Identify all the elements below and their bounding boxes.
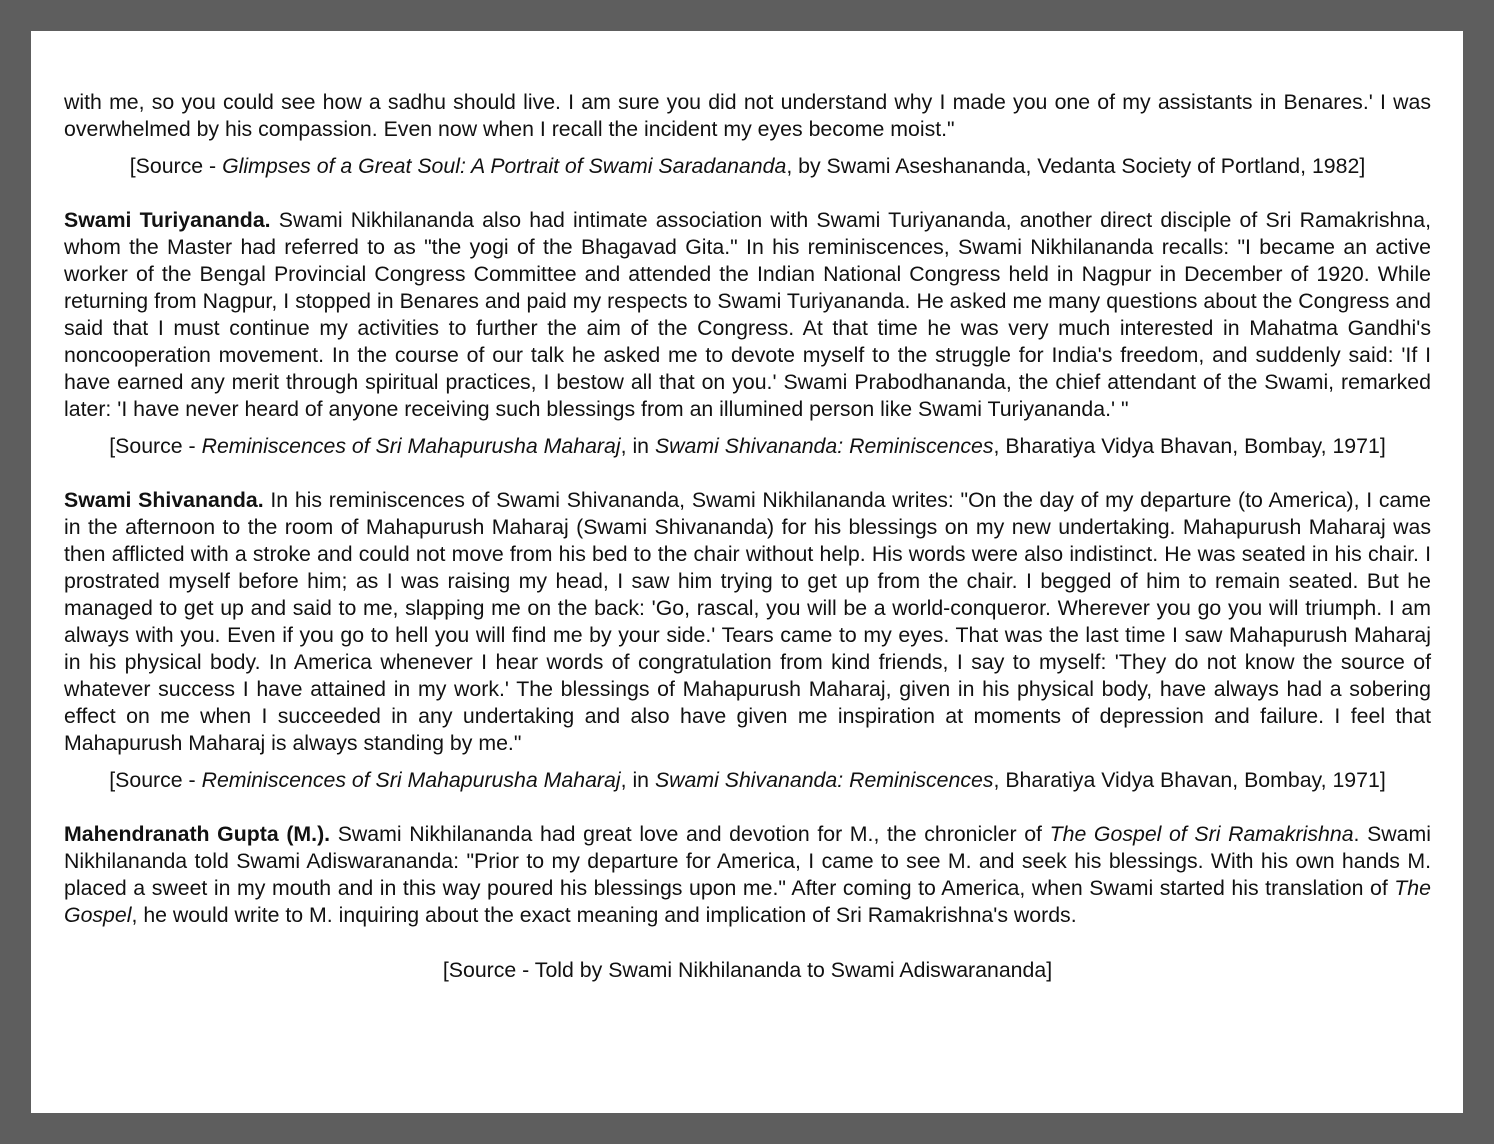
source-middle: , in (620, 434, 655, 458)
source-citation-shivananda-2 (64, 767, 1431, 794)
source-title-2: Swami Shivananda: Reminiscences (654, 768, 994, 792)
source-suffix: , by Swami Aseshananda, Vedanta Society of Portland, 1982] (786, 154, 1366, 178)
gupta-book-title: The Gospel of Sri Ramakrishna (1049, 822, 1354, 846)
shivananda-paragraph (64, 487, 1431, 757)
turiyananda-text: Swami Nikhilananda also had intimate association with Swami Turiyananda, another direct disciple of Sri Ramakrishna, whom the Master had referred to as "the yogi of the Bhagavad Gita." In his reminiscences, Swami Nikhilananda recalls: "I became an active worker of the Bengal Provincial Congress Committee and attended the Indian National Congress held in Nagpur in December of 1920. While returning from Nagpur, I stopped in Benares and paid my respects to Swami Turiyananda. He asked me many questions about the Congress and said that I must continue my activities to further the aim of the Congress. At that time he was very much interested in Mahatma Gandhi's noncooperation movement. In the course of our talk he asked me to devote myself to the struggle for India's freedom, and suddenly said: 'If I have earned any merit through spiritual practices, I bestow all that on you.' Swami Prabodhananda, the chief attendant of the Swami, remarked later: 'I have never heard of anyone receiving such blessings from an illumined person like Swami Turiyananda.' " (64, 208, 1431, 421)
shivananda-heading: Swami Shivananda. (64, 488, 264, 512)
source-citation-adiswarananda (64, 957, 1431, 984)
source-suffix: , Bharatiya Vidya Bhavan, Bombay, 1971] (993, 768, 1386, 792)
turiyananda-heading: Swami Turiyananda. (64, 208, 271, 232)
gupta-heading: Mahendranath Gupta (M.). (64, 822, 331, 846)
turiyananda-paragraph (64, 207, 1431, 423)
shivananda-text: In his reminiscences of Swami Shivananda, Swami Nikhilananda writes: "On the day of my departure (to America), I came in the afternoon to the room of Mahapurush Maharaj (Swami Shivananda) for his blessings on my new undertaking. Mahapurush Maharaj was then afflicted with a stroke and could not move from his bed to the chair without help. His words were also indistinct. He was seated in his chair. I prostrated myself before him; as I was raising my head, I saw him trying to get up from the chair. I begged of him to remain seated. But he managed to get up and said to me, slapping me on the back: 'Go, rascal, you will be a world-conqueror. Wherever you go you will triumph. I am always with you. Even if you go to hell you will find me by your side.' Tears came to my eyes. That was the last time I saw Mahapurush Maharaj in his physical body. In America whenever I hear words of congratulation from kind friends, I say to myself: 'They do not know the source of whatever success I have attained in my work.' The blessings of Mahapurush Maharaj, given in his physical body, have always had a sobering effect on me when I succeeded in any undertaking and also have given me inspiration at moments of depression and failure. I feel that Mahapurush Maharaj is always standing by me." (64, 488, 1431, 755)
source-prefix: [Source - (109, 768, 202, 792)
source-title: Glimpses of a Great Soul: A Portrait of Swami Saradananda (222, 154, 787, 178)
source-middle: , in (620, 768, 655, 792)
gupta-text-b: . Swami Nikhilananda told Swami Adiswarananda: "Prior to my departure for America, I came to see M. and seek his blessings. With his own hands M. placed a sweet in my mouth and in this way poured his blessings upon me." After coming to America, when Swami started his translation of (64, 822, 1431, 900)
source-citation-saradananda (64, 153, 1431, 180)
gupta-text-c: , he would write to M. inquiring about the exact meaning and implication of Sri Ramakrishna's words. (131, 903, 1077, 927)
source-suffix: , Bharatiya Vidya Bhavan, Bombay, 1971] (993, 434, 1386, 458)
gupta-text-a: Swami Nikhilananda had great love and devotion for M., the chronicler of (330, 822, 1050, 846)
intro-text: with me, so you could see how a sadhu should live. I am sure you did not understand why I made you one of my assistants in Benares.' I was overwhelmed by his compassion. Even now when I recall the incident my eyes become moist." (64, 90, 1431, 141)
source-prefix: [Source - (129, 154, 223, 178)
source-text: [Source - Told by Swami Nikhilananda to Swami Adiswarananda] (442, 958, 1053, 982)
document-page (31, 31, 1463, 1113)
gupta-book-title-2: The Gospel (64, 876, 1431, 927)
source-citation-shivananda-1 (64, 433, 1431, 460)
intro-paragraph (64, 89, 1431, 143)
source-title: Reminiscences of Sri Mahapurusha Maharaj (201, 434, 621, 458)
source-title: Reminiscences of Sri Mahapurusha Maharaj (201, 768, 621, 792)
gupta-paragraph (64, 821, 1431, 929)
source-prefix: [Source - (109, 434, 202, 458)
source-title-2: Swami Shivananda: Reminiscences (654, 434, 994, 458)
